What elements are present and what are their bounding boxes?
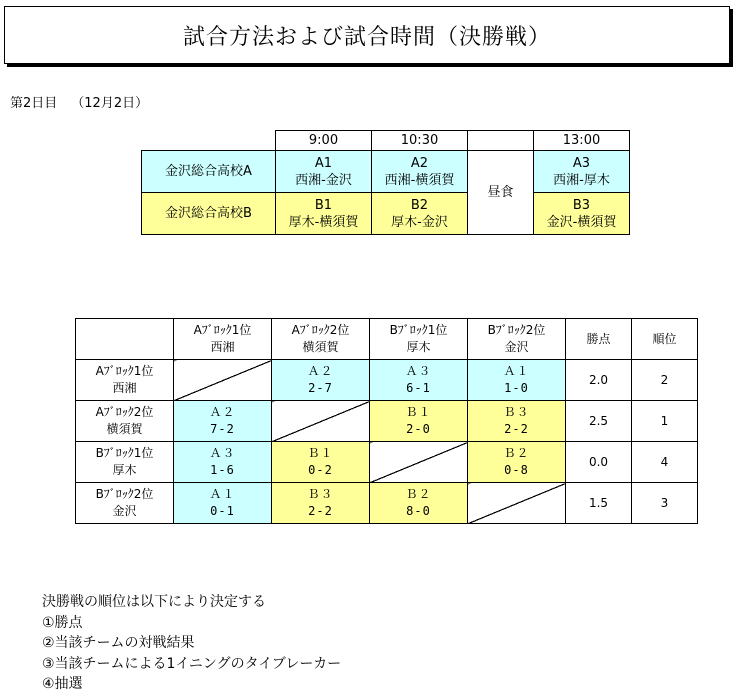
result-code: Ａ３ — [405, 364, 432, 378]
self-match-cell — [272, 401, 370, 442]
league-table — [75, 318, 698, 524]
match-code: B2 — [410, 197, 429, 213]
row-header — [76, 401, 174, 442]
col-block: Aﾌﾞﾛｯｸ1位 — [193, 323, 252, 337]
match-cell — [534, 151, 630, 193]
league-row — [76, 483, 698, 524]
result-cell — [370, 483, 468, 524]
result-score: 0-1 — [210, 504, 235, 518]
row-block: Aﾌﾞﾛｯｸ2位 — [95, 405, 154, 419]
schedule-table — [141, 130, 630, 235]
league-row — [76, 401, 698, 442]
page-title: 試合方法および試合時間（決勝戦） — [4, 6, 730, 64]
match-teams: 厚木-金沢 — [391, 214, 448, 230]
lunch-cell: 昼食 — [468, 151, 534, 235]
day-label — [10, 92, 148, 111]
result-cell — [272, 442, 370, 483]
row-team: 西湘 — [112, 381, 137, 395]
rank-cell: 4 — [632, 442, 698, 483]
rules-heading: 決勝戦の順位は以下により決定する — [42, 594, 266, 610]
points-cell: 1.5 — [566, 483, 632, 524]
row-team: 厚木 — [112, 463, 137, 477]
schedule-time-row — [142, 131, 630, 151]
schedule-row-a — [142, 151, 630, 193]
row-header — [76, 483, 174, 524]
court-a-label: 金沢総合高校A — [142, 151, 276, 193]
result-cell — [468, 360, 566, 401]
row-team: 金沢 — [112, 504, 137, 518]
rank-header: 順位 — [632, 319, 698, 360]
result-cell — [468, 401, 566, 442]
day-date: （12月2日） — [71, 96, 149, 111]
result-score: 2-2 — [308, 504, 333, 518]
rank-cell: 2 — [632, 360, 698, 401]
result-score: 0-2 — [308, 463, 333, 477]
league-header-row — [76, 319, 698, 360]
match-cell — [372, 151, 468, 193]
match-cell — [372, 193, 468, 235]
schedule-corner — [142, 131, 276, 151]
match-code: A1 — [314, 155, 333, 171]
result-cell — [174, 442, 272, 483]
result-code: Ａ２ — [209, 405, 236, 419]
row-team: 横須賀 — [106, 422, 143, 436]
self-match-cell — [370, 442, 468, 483]
match-teams: 西湘-横須賀 — [384, 172, 455, 188]
col-block: Aﾌﾞﾛｯｸ2位 — [291, 323, 350, 337]
match-cell — [276, 193, 372, 235]
points-header: 勝点 — [566, 319, 632, 360]
match-teams: 西湘-金沢 — [295, 172, 352, 188]
self-match-cell — [174, 360, 272, 401]
row-block: Bﾌﾞﾛｯｸ2位 — [95, 487, 154, 501]
result-score: 0-8 — [504, 463, 529, 477]
result-score: 2-0 — [406, 422, 431, 436]
rule-item: ①勝点 — [42, 614, 83, 631]
row-header — [76, 360, 174, 401]
result-score: 7-2 — [210, 422, 235, 436]
result-code: Ｂ３ — [307, 487, 334, 501]
match-code: A2 — [410, 155, 429, 171]
result-code: Ｂ１ — [307, 446, 334, 460]
schedule-row-b — [142, 193, 630, 235]
time-slot-2: 10:30 — [372, 131, 468, 151]
result-code: Ｂ２ — [405, 487, 432, 501]
result-score: 1-6 — [210, 463, 235, 477]
col-team: 金沢 — [504, 340, 529, 354]
result-code: Ｂ２ — [503, 446, 530, 460]
col-block: Bﾌﾞﾛｯｸ2位 — [487, 323, 546, 337]
result-score: 8-0 — [406, 504, 431, 518]
match-code: B1 — [314, 197, 333, 213]
match-cell — [276, 151, 372, 193]
league-col-header — [174, 319, 272, 360]
result-score: 2-7 — [308, 381, 333, 395]
row-header — [76, 442, 174, 483]
rank-cell: 1 — [632, 401, 698, 442]
ranking-rules — [42, 592, 341, 695]
rank-cell: 3 — [632, 483, 698, 524]
col-team: 厚木 — [406, 340, 431, 354]
result-code: Ａ２ — [307, 364, 334, 378]
result-cell — [468, 442, 566, 483]
league-row — [76, 360, 698, 401]
result-cell — [272, 360, 370, 401]
league-col-header — [272, 319, 370, 360]
league-row — [76, 442, 698, 483]
col-team: 西湘 — [210, 340, 235, 354]
match-teams: 西湘-厚木 — [553, 172, 610, 188]
result-cell — [370, 360, 468, 401]
match-teams: 金沢-横須賀 — [546, 214, 617, 230]
result-cell — [174, 401, 272, 442]
rule-item: ④抽選 — [42, 676, 83, 692]
row-block: Aﾌﾞﾛｯｸ1位 — [95, 364, 154, 378]
result-code: Ａ１ — [209, 487, 236, 501]
result-cell — [272, 483, 370, 524]
result-score: 2-2 — [504, 422, 529, 436]
self-match-cell — [468, 483, 566, 524]
col-team: 横須賀 — [302, 340, 339, 354]
points-cell: 2.0 — [566, 360, 632, 401]
result-code: Ａ１ — [503, 364, 530, 378]
league-corner — [76, 319, 174, 360]
time-slot-3: 13:00 — [534, 131, 630, 151]
match-code: B3 — [572, 197, 591, 213]
result-cell — [370, 401, 468, 442]
result-code: Ｂ１ — [405, 405, 432, 419]
match-teams: 厚木-横須賀 — [288, 214, 359, 230]
league-col-header — [370, 319, 468, 360]
match-cell — [534, 193, 630, 235]
result-code: Ｂ３ — [503, 405, 530, 419]
time-slot-lunch — [468, 131, 534, 151]
result-score: 6-1 — [406, 381, 431, 395]
court-b-label: 金沢総合高校B — [142, 193, 276, 235]
col-block: Bﾌﾞﾛｯｸ1位 — [389, 323, 448, 337]
rule-item: ②当該チームの対戦結果 — [42, 635, 195, 651]
day-number: 第2日目 — [10, 96, 58, 111]
points-cell: 0.0 — [566, 442, 632, 483]
result-code: Ａ３ — [209, 446, 236, 460]
league-col-header — [468, 319, 566, 360]
points-cell: 2.5 — [566, 401, 632, 442]
row-block: Bﾌﾞﾛｯｸ1位 — [95, 446, 154, 460]
result-score: 1-0 — [504, 381, 529, 395]
time-slot-1: 9:00 — [276, 131, 372, 151]
match-code: A3 — [572, 155, 591, 171]
result-cell — [174, 483, 272, 524]
rule-item: ③当該チームによる1イニングのタイブレーカー — [42, 655, 342, 672]
